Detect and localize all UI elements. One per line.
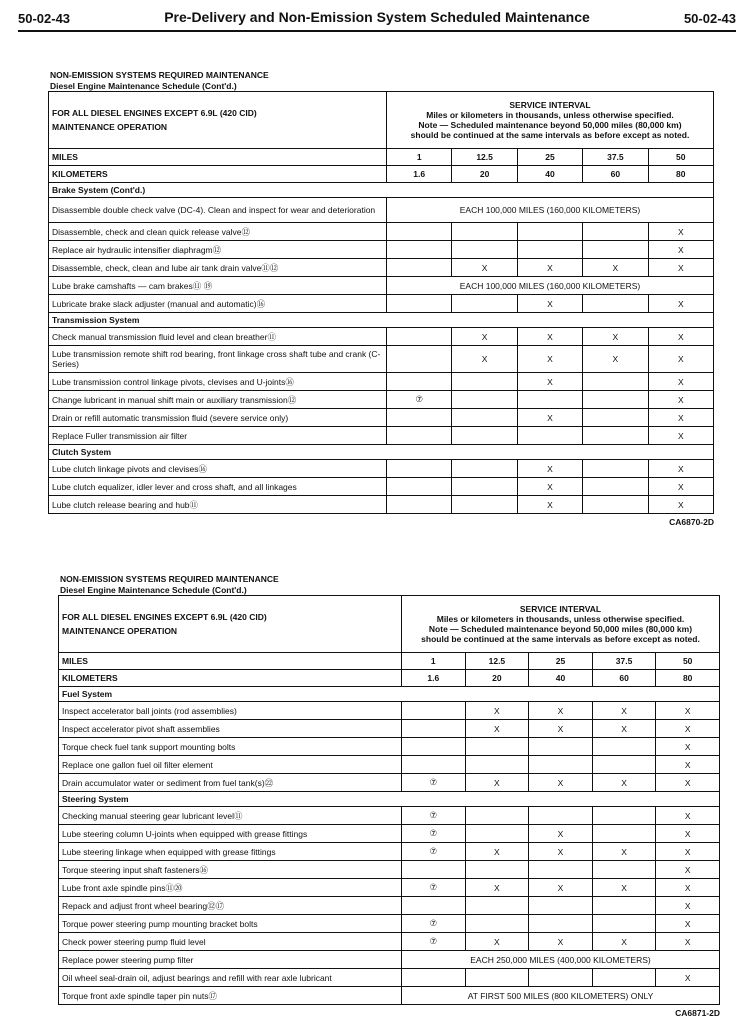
service-interval-note-2: Note — Scheduled maintenance beyond 50,000 miles (80,000 km) — [428, 624, 693, 634]
footnote-mark: ⑦ — [402, 915, 466, 933]
empty-cell — [583, 496, 648, 514]
miles-interval: 25 — [517, 149, 582, 166]
empty-cell — [583, 460, 648, 478]
empty-cell — [452, 223, 517, 241]
operation-label: Lube brake camshafts — cam brakes⑪ ⑲ — [49, 277, 387, 295]
service-mark: X — [517, 295, 582, 313]
service-mark: X — [648, 409, 713, 427]
empty-cell — [452, 460, 517, 478]
interval-span-text: EACH 100,000 MILES (160,000 KILOMETERS) — [387, 277, 714, 295]
interval-span-text: AT FIRST 500 MILES (800 KILOMETERS) ONLY — [402, 987, 720, 1005]
empty-cell — [452, 241, 517, 259]
miles-interval: 1 — [387, 149, 452, 166]
service-mark: X — [648, 427, 713, 445]
table-row — [59, 738, 720, 756]
empty-cell — [465, 969, 529, 987]
table-row — [49, 277, 714, 295]
service-interval-title: SERVICE INTERVAL — [519, 604, 602, 614]
empty-cell — [402, 720, 466, 738]
empty-cell — [465, 738, 529, 756]
empty-cell — [465, 915, 529, 933]
header-operation-cell — [49, 92, 387, 149]
footnote-mark: ⑦ — [402, 843, 466, 861]
service-mark: X — [648, 373, 713, 391]
page-title: Pre-Delivery and Non-Emission System Scheduled Maintenance — [164, 9, 590, 25]
service-mark: X — [656, 807, 720, 825]
operation-label: Replace Fuller transmission air filter — [49, 427, 387, 445]
empty-cell — [592, 738, 656, 756]
empty-cell — [387, 478, 452, 496]
service-mark: X — [656, 720, 720, 738]
operation-label: Replace one gallon fuel oil filter element — [59, 756, 402, 774]
empty-cell — [583, 478, 648, 496]
service-mark: X — [465, 933, 529, 951]
service-mark: X — [465, 720, 529, 738]
operation-label: Check manual transmission fluid level and clean breather⑪ — [49, 328, 387, 346]
operation-label: Lube front axle spindle pins⑪⑳ — [59, 879, 402, 897]
empty-cell — [452, 391, 517, 409]
maintenance-operation-label: MAINTENANCE OPERATION — [52, 122, 168, 132]
section-subheading: Diesel Engine Maintenance Schedule (Cont'd.) — [60, 584, 247, 595]
service-mark: X — [465, 843, 529, 861]
operation-label: Torque steering input shaft fasteners⑯ — [59, 861, 402, 879]
empty-cell — [592, 861, 656, 879]
service-mark: X — [648, 391, 713, 409]
empty-cell — [387, 259, 452, 277]
service-mark: X — [517, 496, 582, 514]
empty-cell — [583, 409, 648, 427]
miles-interval: 25 — [529, 653, 593, 670]
table-row — [49, 295, 714, 313]
empty-cell — [517, 241, 582, 259]
kilometers-row — [59, 670, 720, 687]
empty-cell — [387, 328, 452, 346]
empty-cell — [592, 969, 656, 987]
category-label: Brake System (Cont'd.) — [49, 183, 714, 198]
empty-cell — [529, 897, 593, 915]
service-mark: X — [583, 328, 648, 346]
service-mark: X — [656, 843, 720, 861]
footnote-mark: ⑦ — [402, 825, 466, 843]
service-interval-cell — [402, 596, 720, 653]
service-mark: X — [648, 241, 713, 259]
empty-cell — [387, 223, 452, 241]
empty-cell — [387, 295, 452, 313]
empty-cell — [592, 756, 656, 774]
table-row — [59, 861, 720, 879]
service-mark: X — [592, 774, 656, 792]
operation-label: Oil wheel seal-drain oil, adjust bearings and refill with rear axle lubricant — [59, 969, 402, 987]
table-row — [59, 987, 720, 1005]
operation-label: Checking manual steering gear lubricant level⑪ — [59, 807, 402, 825]
empty-cell — [402, 897, 466, 915]
table-row — [49, 409, 714, 427]
operation-label: Lube clutch equalizer, idler lever and cross shaft, and all linkages — [49, 478, 387, 496]
category-label: Fuel System — [59, 687, 720, 702]
empty-cell — [529, 738, 593, 756]
operation-label: Lube clutch linkage pivots and clevises⑯ — [49, 460, 387, 478]
empty-cell — [583, 295, 648, 313]
empty-cell — [465, 756, 529, 774]
operation-label: Drain accumulator water or sediment from fuel tank(s)㉒ — [59, 774, 402, 792]
service-mark: X — [656, 825, 720, 843]
category-label: Clutch System — [49, 445, 714, 460]
service-mark: X — [648, 259, 713, 277]
footnote-mark: ⑦ — [402, 807, 466, 825]
schedule-section-2 — [58, 574, 720, 1018]
operation-label: Disassemble, check, clean and lube air tank drain valve⑪⑫ — [49, 259, 387, 277]
empty-cell — [465, 825, 529, 843]
kilometers-label: KILOMETERS — [49, 166, 387, 183]
operation-label: Replace power steering pump filter — [59, 951, 402, 969]
service-mark: X — [465, 702, 529, 720]
kilometers-interval: 1.6 — [402, 670, 466, 687]
interval-span-text: EACH 250,000 MILES (400,000 KILOMETERS) — [402, 951, 720, 969]
miles-interval: 37.5 — [583, 149, 648, 166]
service-mark: X — [656, 738, 720, 756]
empty-cell — [387, 460, 452, 478]
table-row — [59, 897, 720, 915]
table-row — [59, 807, 720, 825]
category-row — [49, 445, 714, 460]
service-mark: X — [465, 774, 529, 792]
engine-scope-label: FOR ALL DIESEL ENGINES EXCEPT 6.9L (420 CID) — [62, 612, 267, 622]
service-mark: X — [517, 373, 582, 391]
service-mark: X — [529, 879, 593, 897]
service-mark: X — [592, 879, 656, 897]
table-row — [49, 391, 714, 409]
service-interval-cell — [387, 92, 714, 149]
empty-cell — [529, 915, 593, 933]
service-mark: X — [517, 328, 582, 346]
service-mark: X — [583, 346, 648, 373]
operation-label: Lube steering linkage when equipped with grease fittings — [59, 843, 402, 861]
operation-label: Torque front axle spindle taper pin nuts⑰ — [59, 987, 402, 1005]
page-number-left: 50-02-43 — [18, 11, 71, 26]
kilometers-interval: 60 — [592, 670, 656, 687]
operation-label: Lube clutch release bearing and hub⑪ — [49, 496, 387, 514]
empty-cell — [529, 969, 593, 987]
empty-cell — [402, 738, 466, 756]
service-interval-note-1: Miles or kilometers in thousands, unless otherwise specified. — [426, 110, 674, 120]
miles-interval: 12.5 — [452, 149, 517, 166]
miles-interval: 1 — [402, 653, 466, 670]
empty-cell — [402, 861, 466, 879]
page-number-right: 50-02-43 — [683, 11, 736, 26]
kilometers-interval: 80 — [648, 166, 713, 183]
empty-cell — [592, 807, 656, 825]
empty-cell — [592, 915, 656, 933]
empty-cell — [529, 756, 593, 774]
table-row — [49, 478, 714, 496]
empty-cell — [583, 427, 648, 445]
empty-cell — [465, 807, 529, 825]
operation-label: Drain or refill automatic transmission fluid (severe service only) — [49, 409, 387, 427]
category-row — [59, 792, 720, 807]
kilometers-interval: 1.6 — [387, 166, 452, 183]
table-row — [49, 241, 714, 259]
service-mark: X — [592, 933, 656, 951]
operation-label: Lubricate brake slack adjuster (manual and automatic)⑯ — [49, 295, 387, 313]
service-mark: X — [529, 843, 593, 861]
empty-cell — [387, 241, 452, 259]
table-row — [49, 328, 714, 346]
operation-label: Change lubricant in manual shift main or auxiliary transmission⑫ — [49, 391, 387, 409]
miles-interval: 50 — [648, 149, 713, 166]
miles-interval: 12.5 — [465, 653, 529, 670]
service-interval-note-3: should be continued at the same intervals as before except as noted. — [410, 130, 690, 140]
service-mark: X — [656, 756, 720, 774]
kilometers-interval: 20 — [465, 670, 529, 687]
service-mark: X — [656, 879, 720, 897]
table-row — [59, 933, 720, 951]
operation-label: Inspect accelerator ball joints (rod assemblies) — [59, 702, 402, 720]
service-mark: X — [592, 702, 656, 720]
table-row — [49, 496, 714, 514]
service-mark: X — [648, 223, 713, 241]
operation-label: Torque power steering pump mounting bracket bolts — [59, 915, 402, 933]
empty-cell — [452, 295, 517, 313]
service-mark: X — [529, 702, 593, 720]
service-mark: X — [648, 478, 713, 496]
service-mark: X — [529, 933, 593, 951]
service-mark: X — [648, 460, 713, 478]
category-row — [59, 687, 720, 702]
table-row — [49, 427, 714, 445]
empty-cell — [387, 373, 452, 391]
footnote-mark: ⑦ — [402, 879, 466, 897]
empty-cell — [402, 969, 466, 987]
maintenance-table — [58, 595, 720, 1005]
miles-interval: 37.5 — [592, 653, 656, 670]
maintenance-operation-label: MAINTENANCE OPERATION — [62, 626, 178, 636]
kilometers-interval: 60 — [583, 166, 648, 183]
empty-cell — [452, 409, 517, 427]
operation-label: Torque check fuel tank support mounting bolts — [59, 738, 402, 756]
empty-cell — [402, 756, 466, 774]
operation-label: Replace air hydraulic intensifier diaphragm⑫ — [49, 241, 387, 259]
engine-scope-label: FOR ALL DIESEL ENGINES EXCEPT 6.9L (420 CID) — [52, 108, 257, 118]
miles-label: MILES — [49, 149, 387, 166]
service-mark: X — [517, 460, 582, 478]
service-mark: X — [452, 259, 517, 277]
interval-span-text: EACH 100,000 MILES (160,000 KILOMETERS) — [387, 198, 714, 223]
service-mark: X — [517, 346, 582, 373]
service-mark: X — [592, 843, 656, 861]
empty-cell — [529, 861, 593, 879]
service-interval-note-3: should be continued at the same intervals as before except as noted. — [421, 634, 700, 644]
empty-cell — [465, 861, 529, 879]
service-mark: X — [517, 259, 582, 277]
empty-cell — [592, 825, 656, 843]
schedule-section-1 — [48, 70, 714, 527]
miles-row — [59, 653, 720, 670]
table-row — [59, 825, 720, 843]
table-row — [59, 774, 720, 792]
table-row — [49, 460, 714, 478]
table-row — [59, 843, 720, 861]
empty-cell — [583, 373, 648, 391]
service-mark: X — [583, 259, 648, 277]
service-mark: X — [465, 879, 529, 897]
table-row — [59, 879, 720, 897]
kilometers-row — [49, 166, 714, 183]
empty-cell — [452, 478, 517, 496]
service-mark: X — [648, 496, 713, 514]
category-row — [49, 313, 714, 328]
table-row — [49, 259, 714, 277]
table-row — [49, 346, 714, 373]
service-mark: X — [648, 328, 713, 346]
empty-cell — [452, 373, 517, 391]
table-row — [49, 373, 714, 391]
table-row — [59, 951, 720, 969]
service-mark: X — [517, 478, 582, 496]
section-heading: NON-EMISSION SYSTEMS REQUIRED MAINTENANCE — [50, 70, 269, 80]
operation-label: Lube transmission control linkage pivots, clevises and U-joints⑯ — [49, 373, 387, 391]
service-mark: X — [656, 897, 720, 915]
empty-cell — [583, 241, 648, 259]
empty-cell — [465, 897, 529, 915]
empty-cell — [452, 427, 517, 445]
service-interval-note-2: Note — Scheduled maintenance beyond 50,000 miles (80,000 km) — [418, 120, 682, 130]
table-row — [59, 756, 720, 774]
service-interval-note-1: Miles or kilometers in thousands, unless otherwise specified. — [436, 614, 685, 624]
service-mark: X — [648, 346, 713, 373]
table-row — [59, 915, 720, 933]
operation-label: Lube transmission remote shift rod bearing, front linkage cross shaft tube and crank (C-Series) — [49, 346, 387, 373]
footnote-mark: ⑦ — [387, 391, 452, 409]
service-mark: X — [648, 295, 713, 313]
service-mark: X — [656, 915, 720, 933]
service-mark: X — [656, 702, 720, 720]
operation-label: Disassemble, check and clean quick release valve⑫ — [49, 223, 387, 241]
operation-label: Check power steering pump fluid level — [59, 933, 402, 951]
category-row — [49, 183, 714, 198]
section-heading: NON-EMISSION SYSTEMS REQUIRED MAINTENANCE — [60, 574, 279, 584]
operation-label: Lube steering column U-joints when equipped with grease fittings — [59, 825, 402, 843]
service-mark: X — [529, 720, 593, 738]
empty-cell — [517, 223, 582, 241]
table-header-row — [49, 92, 714, 149]
empty-cell — [387, 409, 452, 427]
kilometers-interval: 20 — [452, 166, 517, 183]
service-mark: X — [452, 346, 517, 373]
header-divider — [18, 30, 736, 32]
kilometers-interval: 40 — [517, 166, 582, 183]
kilometers-interval: 80 — [656, 670, 720, 687]
service-mark: X — [656, 861, 720, 879]
service-mark: X — [529, 774, 593, 792]
miles-row — [49, 149, 714, 166]
empty-cell — [583, 223, 648, 241]
empty-cell — [452, 496, 517, 514]
empty-cell — [583, 391, 648, 409]
service-mark: X — [452, 328, 517, 346]
empty-cell — [387, 346, 452, 373]
service-mark: X — [656, 969, 720, 987]
header-operation-cell — [59, 596, 402, 653]
operation-label: Repack and adjust front wheel bearing⑫⑰ — [59, 897, 402, 915]
service-interval-title: SERVICE INTERVAL — [509, 100, 591, 110]
footnote-mark: ⑦ — [402, 933, 466, 951]
empty-cell — [387, 427, 452, 445]
table-header-row — [59, 596, 720, 653]
table-row — [49, 223, 714, 241]
table-row — [49, 198, 714, 223]
footnote-mark: ⑦ — [402, 774, 466, 792]
service-mark: X — [517, 409, 582, 427]
service-mark: X — [529, 825, 593, 843]
kilometers-interval: 40 — [529, 670, 593, 687]
table-row — [59, 969, 720, 987]
service-mark: X — [656, 933, 720, 951]
table-row — [59, 720, 720, 738]
table-row — [59, 702, 720, 720]
kilometers-label: KILOMETERS — [59, 670, 402, 687]
category-label: Steering System — [59, 792, 720, 807]
empty-cell — [592, 897, 656, 915]
section-subheading: Diesel Engine Maintenance Schedule (Cont'd.) — [50, 80, 237, 91]
service-mark: X — [656, 774, 720, 792]
empty-cell — [402, 702, 466, 720]
empty-cell — [517, 427, 582, 445]
maintenance-table — [48, 91, 714, 514]
empty-cell — [387, 496, 452, 514]
empty-cell — [517, 391, 582, 409]
figure-code: CA6870-2D — [669, 517, 714, 527]
miles-label: MILES — [59, 653, 402, 670]
figure-code: CA6871-2D — [675, 1008, 720, 1018]
empty-cell — [529, 807, 593, 825]
operation-label: Inspect accelerator pivot shaft assemblies — [59, 720, 402, 738]
service-mark: X — [592, 720, 656, 738]
category-label: Transmission System — [49, 313, 714, 328]
operation-label: Disassemble double check valve (DC-4). Clean and inspect for wear and deterioration — [49, 198, 387, 223]
miles-interval: 50 — [656, 653, 720, 670]
